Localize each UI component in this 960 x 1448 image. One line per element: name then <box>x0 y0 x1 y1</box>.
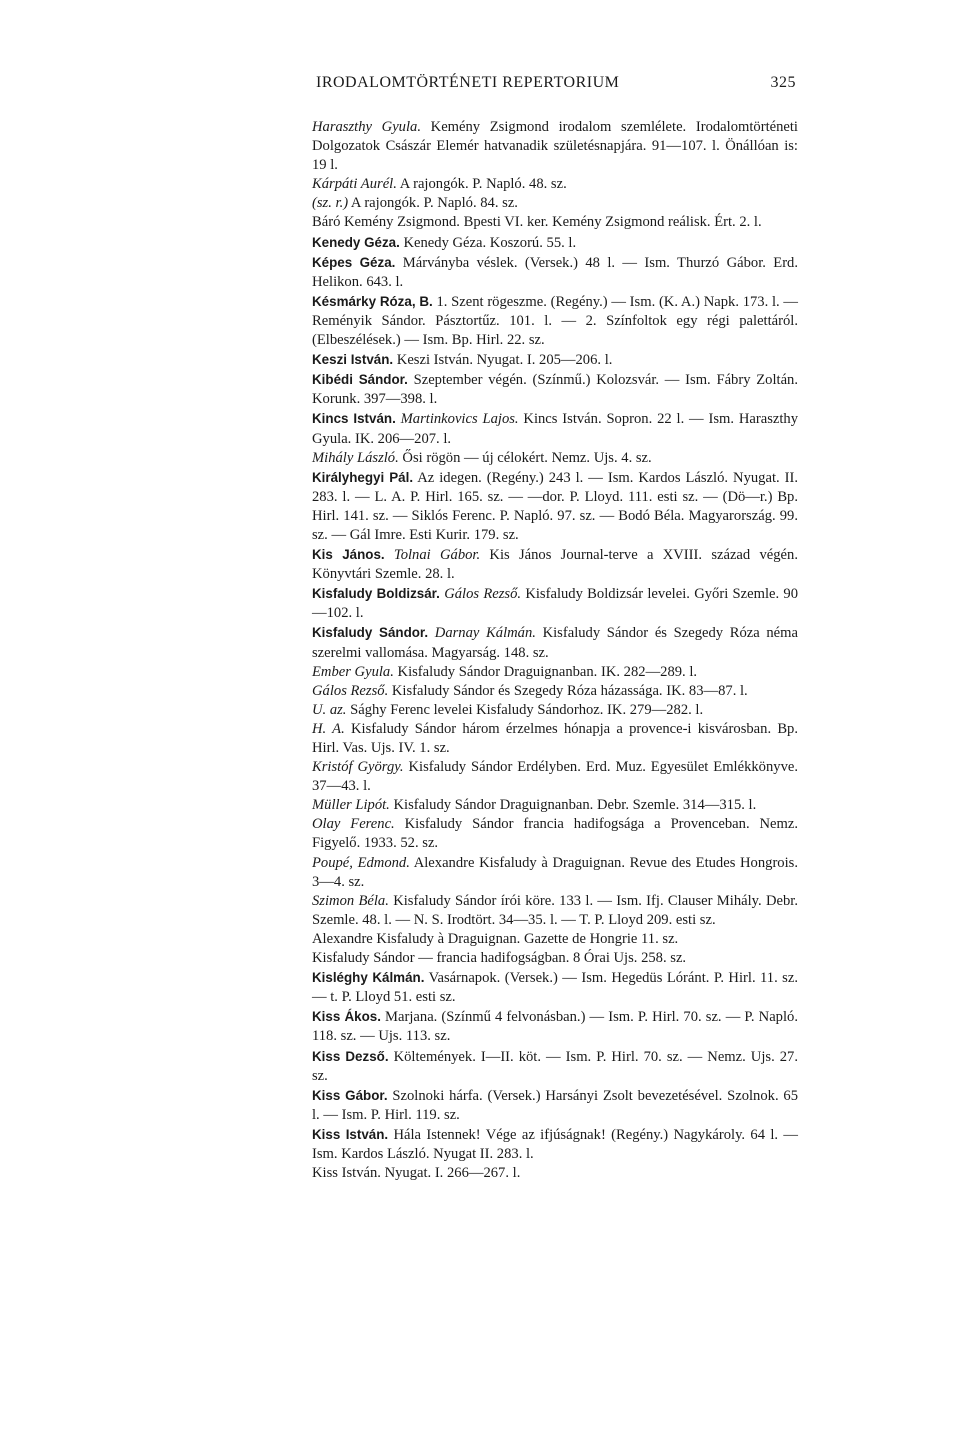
entry-text: 1. Szent rögeszme. (Regény.) — Ism. (K. A.) Napk. 173. l. — Reményik Sándor. Pásztortűz. 101. l. — 2. Színfoltok egy régi palettáról. (Elbeszélések.) — Ism. Bp. Hirl. 22. sz. <box>312 293 798 349</box>
entry-author-heading: Kiss Gábor. <box>312 1087 388 1103</box>
entry-author-heading: Kiss Dezső. <box>312 1048 389 1064</box>
bibliography-entry <box>312 350 798 370</box>
bibliography-entry <box>312 949 798 968</box>
entry-text: A rajongók. P. Napló. 84. sz. <box>348 195 518 212</box>
bibliography-body <box>312 118 798 1183</box>
bibliography-entry <box>312 796 798 815</box>
bibliography-entry <box>312 854 798 892</box>
bibliography-entry <box>312 233 798 253</box>
entry-text: Kisfaludy Sándor három érzelmes hónapja a provence-i kisvárosban. Bp. Hirl. Vas. Ujs. IV. 1. sz. <box>312 720 799 756</box>
entry-text: Kisfaludy Sándor Draguignanban. IK. 282—289. l. <box>393 663 698 680</box>
entry-author-name: Haraszthy Gyula. <box>312 119 421 135</box>
entry-author-heading: Kiss István. <box>312 1126 389 1142</box>
entry-author-name: Gálos Rezső. <box>444 586 522 603</box>
entry-text: Kisfaludy Sándor Erdélyben. Erd. Muz. Egyesület Emlékkönyve. 37—43. l. <box>312 759 798 795</box>
entry-author-heading: Kincs István. <box>312 411 396 427</box>
entry-text: Keszi István. Nyugat. I. 205—206. l. <box>393 352 613 369</box>
entry-author-heading: Kiss Ákos. <box>312 1009 381 1025</box>
running-header <box>316 74 796 92</box>
entry-author-name: Müller Lipót. <box>312 797 390 814</box>
bibliography-entry <box>312 449 798 468</box>
entry-author-heading: Késmárky Róza, B. <box>312 293 433 309</box>
entry-author-heading: Kisfaludy Sándor. <box>312 625 429 641</box>
entry-text: Kisfaludy Sándor Draguignanban. Debr. Szemle. 314—315. l. <box>389 797 757 814</box>
bibliography-entry <box>312 468 798 545</box>
bibliography-entry <box>312 175 798 194</box>
entry-author-name: Olay Ferenc. <box>312 816 395 833</box>
bibliography-entry <box>312 213 798 232</box>
entry-author-heading: Kis János. <box>312 547 385 563</box>
entry-text: Alexandre Kisfaludy à Draguignan. Revue des Etudes Hongrois. 3—4. sz. <box>312 854 798 890</box>
entry-author-name: Tolnai Gábor. <box>393 547 481 564</box>
entry-text: Kisfaludy Boldizsár levelei. Győri Szemle. 90—102. l. <box>312 586 799 622</box>
entry-text: Hála Istennek! Vége az ifjúságnak! (Regény.) Nagykároly. 64 l. — Ism. Kardos László. Nyugat II. 283. l. <box>312 1126 798 1162</box>
bibliography-entry <box>312 623 798 662</box>
entry-text: Kincs István. Sopron. 22 l. — Ism. Haraszthy Gyula. IK. 206—207. l. <box>312 411 799 447</box>
bibliography-entry <box>312 663 798 682</box>
entry-author-heading: Királyhegyi Pál. <box>312 469 414 485</box>
entry-text: Kisfaludy Sándor írói köre. 133 l. — Ism. Ifj. Clauser Mihály. Debr. Szemle. 48. l. — N. S. Irodtört. 34—35. l. — T. P. Lloyd 209. esti sz. <box>312 892 798 928</box>
entry-text: A rajongók. P. Napló. 48. sz. <box>396 176 567 193</box>
entry-text: Báró Kemény Zsigmond. Bpesti VI. ker. Kemény Zsigmond reálisk. Ért. 2. l. <box>312 214 762 231</box>
entry-author-heading: Keszi István. <box>312 352 394 368</box>
bibliography-entry <box>312 118 798 175</box>
bibliography-entry <box>312 815 798 853</box>
entry-author-heading: Kisfaludy Boldizsár. <box>312 586 440 602</box>
bibliography-entry <box>312 1164 798 1183</box>
entry-author-name: H. A. <box>312 720 345 737</box>
entry-author-heading: Kibédi Sándor. <box>312 372 408 388</box>
entry-text: Kis János Journal-terve a XVIII. század végén. Könyvtári Szemle. 28. l. <box>312 547 798 583</box>
entry-author-heading: Kisléghy Kálmán. <box>312 970 425 986</box>
entry-text: Kisfaludy Sándor és Szegedy Róza néma szerelmi vallomása. Magyarság. 148. sz. <box>312 625 798 661</box>
entry-text: Márványba véslek. (Versek.) 48 l. — Ism. Thurzó Gábor. Erd. Helikon. 643. l. <box>312 254 798 290</box>
page-number: 325 <box>770 74 796 91</box>
entry-text: Kenedy Géza. Koszorú. 55. l. <box>399 234 577 251</box>
entry-author-name: Darnay Kálmán. <box>434 625 536 642</box>
entry-author-heading: Kenedy Géza. <box>312 234 400 250</box>
entry-author-name: Poupé, Edmond. <box>312 854 410 871</box>
entry-text: Marjana. (Színmű 4 felvonásban.) — Ism. P. Hirl. 70. sz. — P. Napló. 118. sz. — Ujs. 113. sz. <box>312 1009 798 1045</box>
entry-author-heading: Képes Géza. <box>312 254 396 270</box>
entry-author-name: Gálos Rezső. <box>312 682 389 699</box>
entry-text: Az idegen. (Regény.) 243 l. — Ism. Kardos László. Nyugat. II. 283. l. — L. A. P. Hirl. 165. sz. — —dor. P. Lloyd. 111. esti sz. — (Dö—r.) Bp. Hirl. 141. sz. — Siklós Ferenc. P. Napló. 97. sz. — Bodó Béla. Magyarország. 99. sz. — Gál Imre. Esti Kurir. 179. sz. <box>312 469 798 543</box>
entry-text: Kisfaludy Sándor francia hadifogsága a Provenceban. Nemz. Figyelő. 1933. 52. sz. <box>312 816 798 852</box>
bibliography-entry <box>312 758 798 796</box>
entry-text: Alexandre Kisfaludy à Draguignan. Gazette de Hongrie 11. sz. <box>312 930 679 947</box>
running-title: IRODALOMTÖRTÉNETI REPERTORIUM <box>316 74 620 91</box>
entry-author-name: Szimon Béla. <box>312 892 389 909</box>
entry-text: Kiss István. Nyugat. I. 266—267. l. <box>312 1165 521 1182</box>
entry-text: Kisfaludy Sándor és Szegedy Róza házassága. IK. 83—87. l. <box>388 682 748 699</box>
entry-author-name: Ember Gyula. <box>312 663 394 680</box>
entry-text <box>428 625 435 641</box>
entry-text: Szolnoki hárfa. (Versek.) Harsányi Zsolt bevezetésével. Szolnok. 65 l. — Ism. P. Hirl. 119. sz. <box>312 1087 798 1123</box>
bibliography-entry <box>312 1047 798 1086</box>
bibliography-entry <box>312 968 798 1007</box>
entry-author-name: (sz. r.) <box>312 195 349 212</box>
entry-author-name: Mihály László. <box>312 449 399 466</box>
entry-text: Sághy Ferenc levelei Kisfaludy Sándorhoz. IK. 279—282. l. <box>346 701 704 718</box>
bibliography-entry <box>312 253 798 292</box>
bibliography-entry <box>312 194 798 213</box>
bibliography-entry <box>312 409 798 448</box>
entry-author-name: Kárpáti Aurél. <box>312 176 397 193</box>
bibliography-entry <box>312 701 798 720</box>
bibliography-entry <box>312 584 798 623</box>
bibliography-entry <box>312 292 798 350</box>
entry-author-name: Martinkovics Lajos. <box>400 411 519 428</box>
bibliography-entry <box>312 930 798 949</box>
entry-text: Kisfaludy Sándor — francia hadifogságban. 8 Órai Ujs. 258. sz. <box>312 950 687 967</box>
bibliography-entry <box>312 545 798 584</box>
entry-author-name: Kristóf György. <box>312 759 404 776</box>
bibliography-entry <box>312 720 798 758</box>
bibliography-entry <box>312 1086 798 1125</box>
bibliography-entry <box>312 1125 798 1164</box>
entry-text: Költemények. I—II. köt. — Ism. P. Hirl. 70. sz. — Nemz. Ujs. 27. sz. <box>312 1048 798 1084</box>
bibliography-entry <box>312 682 798 701</box>
entry-text: Vasárnapok. (Versek.) — Ism. Hegedüs Lóránt. P. Hirl. 11. sz. — t. P. Lloyd 51. esti sz. <box>312 970 798 1006</box>
entry-text <box>385 547 394 563</box>
entry-author-name: U. az. <box>312 701 347 718</box>
bibliography-entry <box>312 370 798 409</box>
entry-text: Kemény Zsigmond irodalom szemlélete. Irodalomtörténeti Dolgozatok Császár Elemér hatvanadik születésnapjára. 91—107. l. Önállóan is: 19 l. <box>312 119 798 174</box>
entry-text: Ősi rögön — új célokért. Nemz. Ujs. 4. sz. <box>398 449 652 466</box>
bibliography-entry <box>312 892 798 930</box>
entry-text: Szeptember végén. (Színmű.) Kolozsvár. — Ism. Fábry Zoltán. Korunk. 397—398. l. <box>312 372 798 408</box>
bibliography-entry <box>312 1007 798 1046</box>
